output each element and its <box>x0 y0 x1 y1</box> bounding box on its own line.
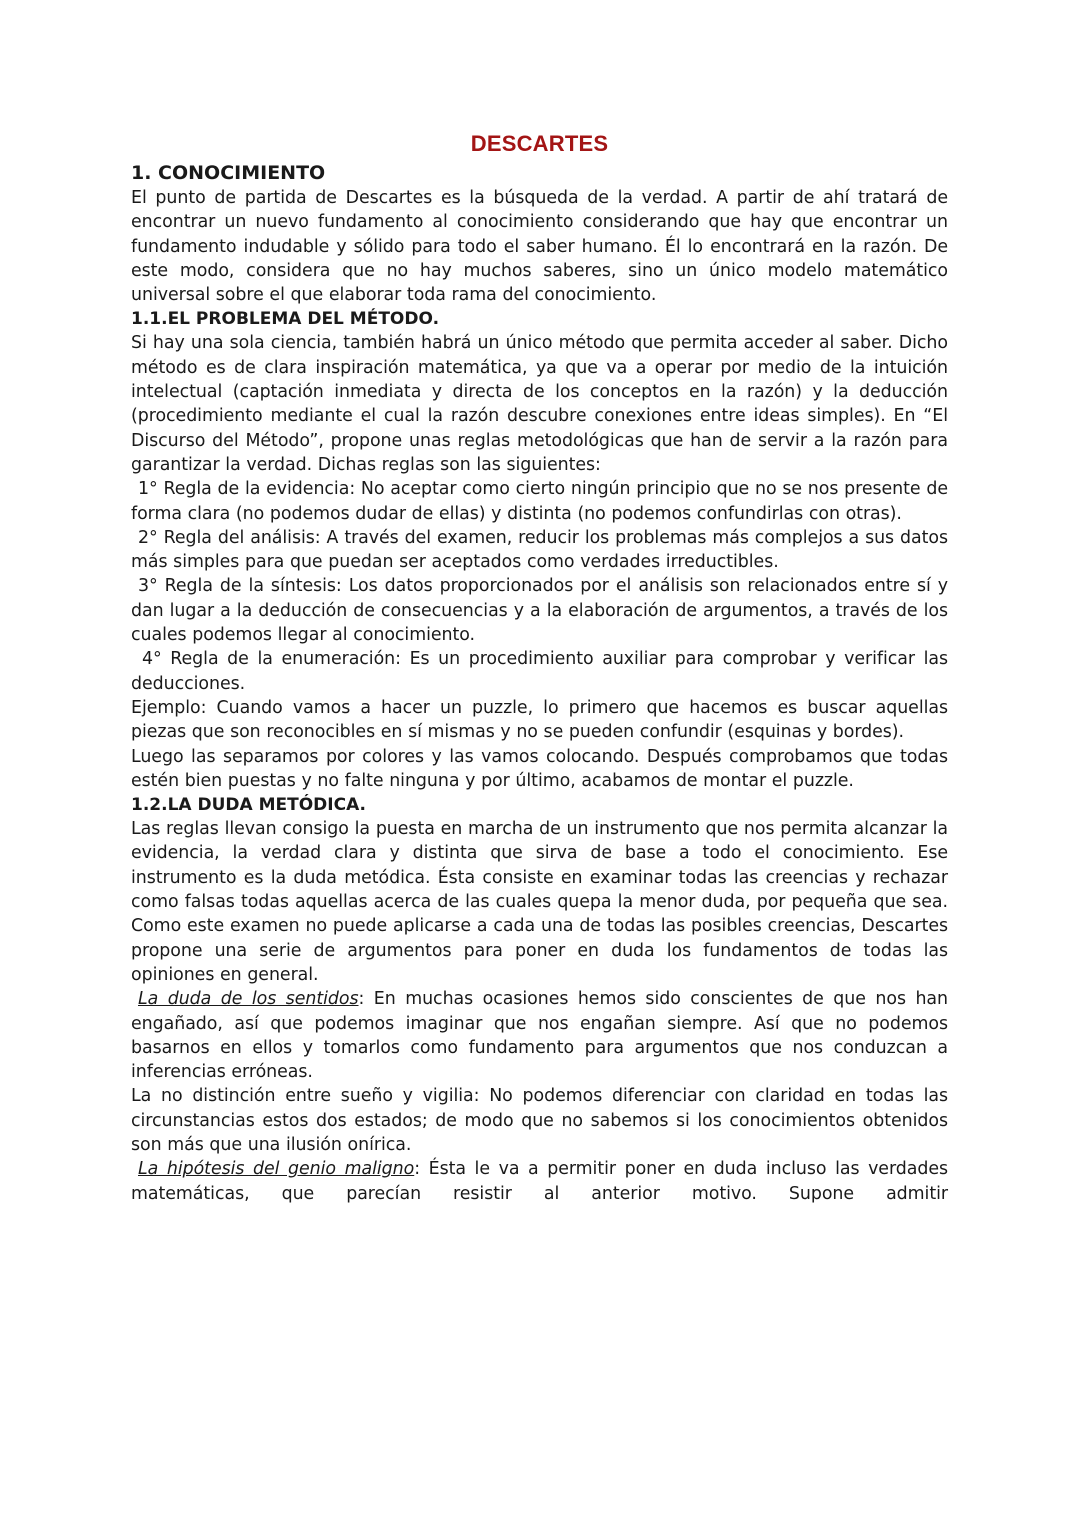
rule-enumeracion: 4° Regla de la enumeración: Es un procedimiento auxiliar para comprobar y verificar las deducciones. <box>131 649 948 694</box>
section-heading-conocimiento: 1. CONOCIMIENTO <box>131 162 326 184</box>
paragraph-duda: Las reglas llevan consigo la puesta en marcha de un instrumento que nos permita alcanzar la evidencia, la verdad clara y distinta que sirva de base a todo el conocimiento. Ese instrumento es la duda metódica. Ésta consiste en examinar todas las creencias y rechazar como falsas todas aquellas acerca de las cuales quepa la menor duda, por pequeña que sea. Como este examen no puede aplicarse a cada una de todas las posibles creencias, Descartes propone una serie de argumentos para poner en duda los fundamentos de todas las opiniones en general. <box>131 819 948 985</box>
example-paragraph-2: Luego las separamos por colores y las vamos colocando. Después comprobamos que todas estén bien puestas y no falte ninguna y por último, acabamos de montar el puzzle. <box>131 746 948 791</box>
paragraph-metodo: Si hay una sola ciencia, también habrá un único método que permita acceder al saber. Dicho método es de clara inspiración matemática, ya que va a operar por medio de la intuición intelectual (captación inmediata y directa de los conceptos en la razón) y la deducción (procedimiento mediante el cual la razón descubre conexiones entre ideas simples). En “El Discurso del Método”, propone unas reglas metodológicas que han de servir a la razón para garantizar la verdad. Dichas reglas son las siguientes: <box>131 333 948 475</box>
document-page <box>131 128 948 1206</box>
paragraph-conocimiento: El punto de partida de Descartes es la búsqueda de la verdad. A partir de ahí tratará de encontrar un nuevo fundamento al conocimiento considerando que hay que encontrar un fundamento indudable y sólido para todo el saber humano. Él lo encontrará en la razón. De este modo, considera que no hay muchos saberes, sino un único modelo matemático universal sobre el que elaborar toda rama del conocimiento. <box>131 188 948 306</box>
paragraph-genio-maligno <box>131 1157 948 1206</box>
section-heading-duda: 1.2.LA DUDA METÓDICA. <box>131 795 367 816</box>
text-duda-sentidos: : En muchas ocasiones hemos sido conscientes de que nos han engañado, así que podemos imaginar que nos engañan siempre. Así que no podemos basarnos en ellos y tomarlos como fundamento para argumentos que nos conduzcan a inferencias erróneas. <box>131 989 948 1083</box>
rule-sintesis: 3° Regla de la síntesis: Los datos proporcionados por el análisis son relacionados entre sí y dan lugar a la deducción de consecuencias y a la elaboración de argumentos, a través de los cuales podemos llegar al conocimiento. <box>131 576 948 646</box>
term-duda-sentidos: La duda de los sentidos <box>138 989 359 1010</box>
document-title: DESCARTES <box>470 131 609 156</box>
term-genio-maligno: La hipótesis del genio maligno <box>138 1159 415 1180</box>
rule-evidencia: 1° Regla de la evidencia: No aceptar como cierto ningún principio que no se nos presente de forma clara (no podemos dudar de ellas) y distinta (no podemos confundirlas con otras). <box>131 479 948 524</box>
text-genio-maligno: : Ésta le va a permitir poner en duda incluso las verdades matemáticas, que parecían resistir al anterior motivo. Supone admitir <box>131 1159 948 1204</box>
example-paragraph-1: Ejemplo: Cuando vamos a hacer un puzzle, lo primero que hacemos es buscar aquellas piezas que son reconocibles en sí mismas y no se pueden confundir (esquinas y bordes). <box>131 697 948 743</box>
paragraph-duda-sentidos <box>131 987 948 1084</box>
section-heading-metodo: 1.1.EL PROBLEMA DEL MÉTODO. <box>131 309 440 330</box>
paragraph-sueno-vigilia: La no distinción entre sueño y vigilia: No podemos diferenciar con claridad en todas las circunstancias estos dos estados; de modo que no sabemos si los conocimientos obtenidos son más que una ilusión onírica. <box>131 1086 948 1155</box>
rule-analisis: 2° Regla del análisis: A través del examen, reducir los problemas más complejos a sus datos más simples para que puedan ser aceptados como verdades irreductibles. <box>131 527 948 573</box>
